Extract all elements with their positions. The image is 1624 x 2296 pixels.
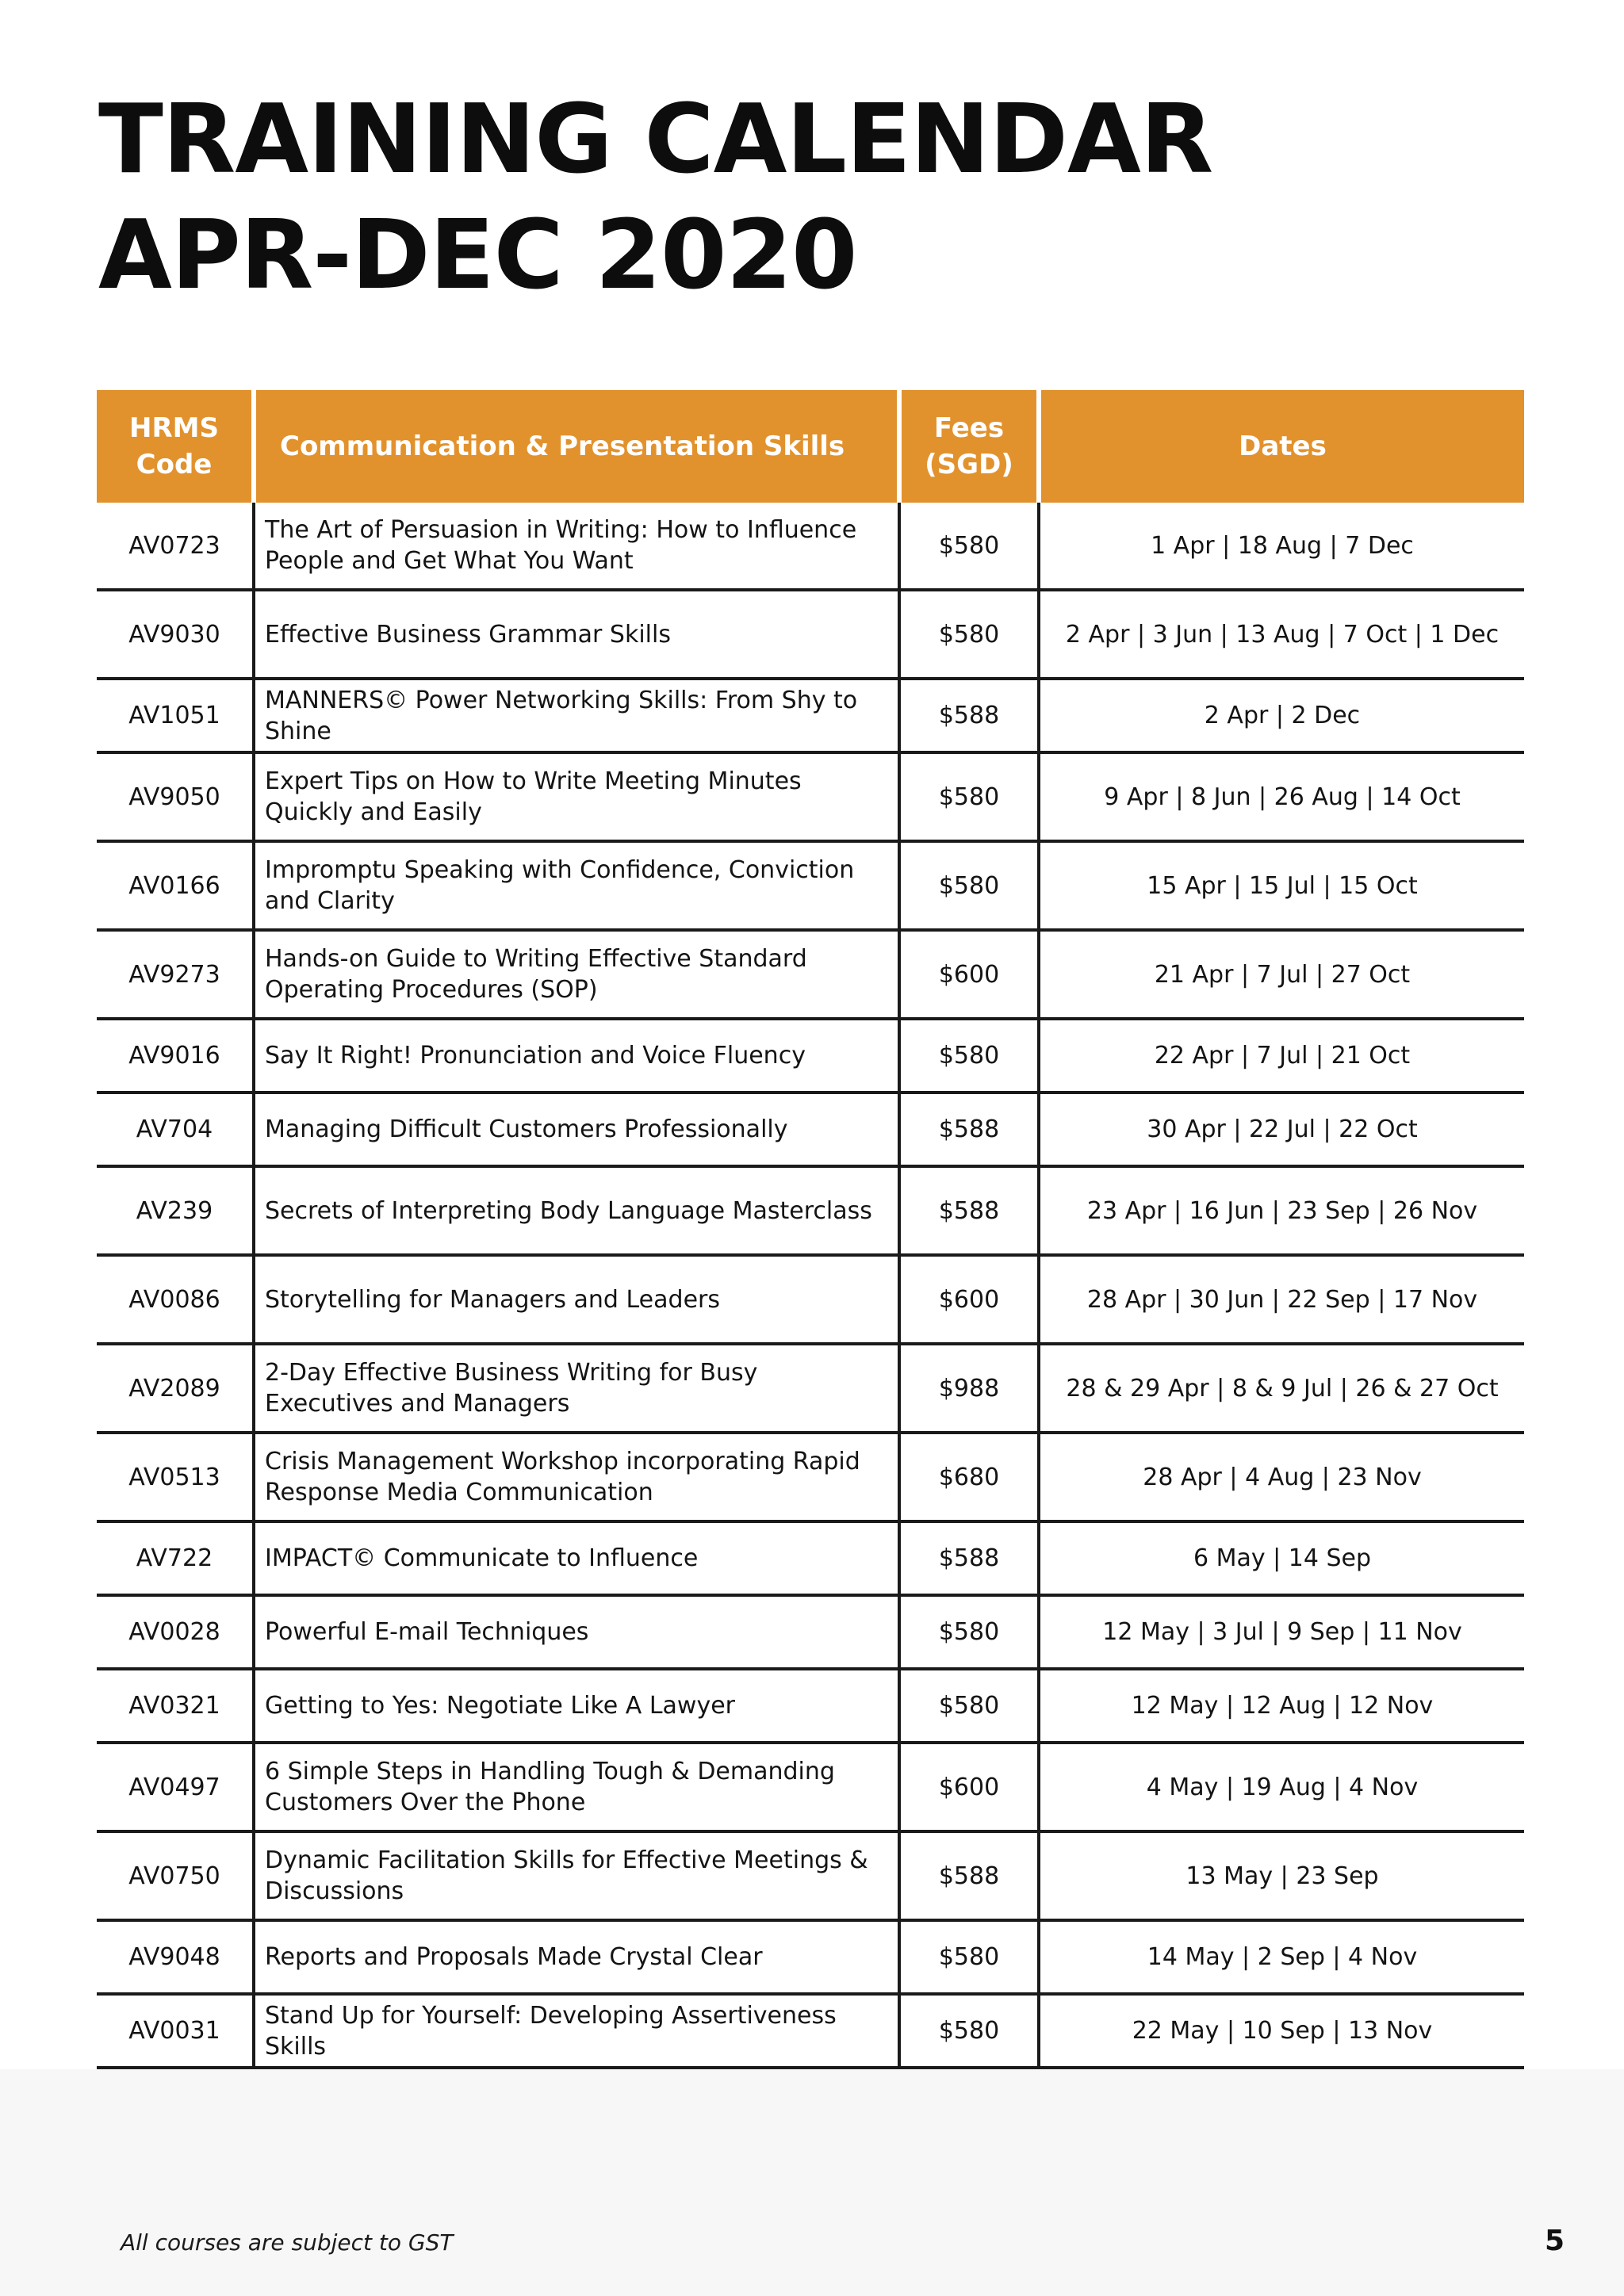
header-fees: Fees (SGD) [899, 390, 1039, 503]
cell-course: Say It Right! Pronunciation and Voice Fluency [254, 1019, 899, 1093]
cell-fee: $580 [899, 1595, 1039, 1669]
cell-code: AV9030 [97, 590, 254, 679]
cell-code: AV722 [97, 1521, 254, 1595]
cell-fee: $580 [899, 503, 1039, 590]
cell-dates: 2 Apr | 2 Dec [1039, 679, 1524, 752]
cell-course: IMPACT© Communicate to Influence [254, 1521, 899, 1595]
cell-course: Getting to Yes: Negotiate Like A Lawyer [254, 1669, 899, 1743]
cell-course: MANNERS© Power Networking Skills: From Shy to Shine [254, 679, 899, 752]
cell-code: AV9273 [97, 930, 254, 1019]
table-row [97, 1166, 1524, 1255]
cell-dates: 30 Apr | 22 Jul | 22 Oct [1039, 1093, 1524, 1166]
table-row [97, 841, 1524, 930]
cell-course: The Art of Persuasion in Writing: How to Influence People and Get What You Want [254, 503, 899, 590]
table-header [97, 390, 1524, 503]
cell-dates: 6 May | 14 Sep [1039, 1521, 1524, 1595]
cell-dates: 14 May | 2 Sep | 4 Nov [1039, 1920, 1524, 1994]
cell-dates: 15 Apr | 15 Jul | 15 Oct [1039, 841, 1524, 930]
cell-dates: 21 Apr | 7 Jul | 27 Oct [1039, 930, 1524, 1019]
cell-dates: 9 Apr | 8 Jun | 26 Aug | 14 Oct [1039, 752, 1524, 841]
cell-dates: 28 Apr | 30 Jun | 22 Sep | 17 Nov [1039, 1255, 1524, 1344]
cell-course: Dynamic Facilitation Skills for Effective Meetings & Discussions [254, 1831, 899, 1920]
header-code: HRMS Code [97, 390, 254, 503]
cell-code: AV9016 [97, 1019, 254, 1093]
cell-course: Stand Up for Yourself: Developing Assertiveness Skills [254, 1994, 899, 2068]
cell-code: AV704 [97, 1093, 254, 1166]
table-row [97, 1433, 1524, 1521]
cell-code: AV2089 [97, 1344, 254, 1433]
cell-course: Managing Difficult Customers Professionally [254, 1093, 899, 1166]
cell-course: Powerful E-mail Techniques [254, 1595, 899, 1669]
cell-code: AV0723 [97, 503, 254, 590]
table-row [97, 679, 1524, 752]
cell-course: Impromptu Speaking with Confidence, Conviction and Clarity [254, 841, 899, 930]
table-row [97, 1920, 1524, 1994]
table-row [97, 590, 1524, 679]
cell-fee: $588 [899, 679, 1039, 752]
cell-dates: 13 May | 23 Sep [1039, 1831, 1524, 1920]
cell-dates: 2 Apr | 3 Jun | 13 Aug | 7 Oct | 1 Dec [1039, 590, 1524, 679]
cell-code: AV0321 [97, 1669, 254, 1743]
table-row [97, 752, 1524, 841]
cell-code: AV0750 [97, 1831, 254, 1920]
cell-dates: 1 Apr | 18 Aug | 7 Dec [1039, 503, 1524, 590]
cell-fee: $588 [899, 1521, 1039, 1595]
cell-code: AV1051 [97, 679, 254, 752]
cell-fee: $588 [899, 1166, 1039, 1255]
cell-dates: 4 May | 19 Aug | 4 Nov [1039, 1743, 1524, 1831]
page-footer-band [0, 2069, 1624, 2296]
table-row [97, 1344, 1524, 1433]
header-course: Communication & Presentation Skills [254, 390, 899, 503]
cell-fee: $580 [899, 841, 1039, 930]
table-row [97, 503, 1524, 590]
cell-course: Secrets of Interpreting Body Language Masterclass [254, 1166, 899, 1255]
cell-course: Crisis Management Workshop incorporating Rapid Response Media Communication [254, 1433, 899, 1521]
cell-dates: 28 & 29 Apr | 8 & 9 Jul | 26 & 27 Oct [1039, 1344, 1524, 1433]
cell-fee: $600 [899, 1255, 1039, 1344]
cell-dates: 28 Apr | 4 Aug | 23 Nov [1039, 1433, 1524, 1521]
gst-footnote: All courses are subject to GST [121, 2229, 454, 2256]
table-row [97, 1595, 1524, 1669]
cell-fee: $580 [899, 1669, 1039, 1743]
header-dates: Dates [1039, 390, 1524, 503]
cell-dates: 22 Apr | 7 Jul | 21 Oct [1039, 1019, 1524, 1093]
cell-fee: $580 [899, 1920, 1039, 1994]
cell-fee: $600 [899, 930, 1039, 1019]
cell-fee: $600 [899, 1743, 1039, 1831]
cell-code: AV239 [97, 1166, 254, 1255]
title-line-2: APR-DEC 2020 [98, 201, 857, 311]
cell-code: AV0513 [97, 1433, 254, 1521]
page-number: 5 [1545, 2225, 1565, 2257]
table-row [97, 1743, 1524, 1831]
title-line-1: TRAINING CALENDAR [98, 85, 1213, 195]
cell-fee: $580 [899, 590, 1039, 679]
cell-fee: $680 [899, 1433, 1039, 1521]
cell-fee: $580 [899, 1994, 1039, 2068]
cell-dates: 22 May | 10 Sep | 13 Nov [1039, 1994, 1524, 2068]
cell-fee: $580 [899, 752, 1039, 841]
cell-code: AV0086 [97, 1255, 254, 1344]
cell-code: AV9048 [97, 1920, 254, 1994]
cell-course: Storytelling for Managers and Leaders [254, 1255, 899, 1344]
table-row [97, 1831, 1524, 1920]
training-calendar-table [97, 390, 1524, 2069]
cell-dates: 12 May | 12 Aug | 12 Nov [1039, 1669, 1524, 1743]
cell-code: AV0497 [97, 1743, 254, 1831]
table-row [97, 1669, 1524, 1743]
cell-code: AV0028 [97, 1595, 254, 1669]
cell-course: 2-Day Effective Business Writing for Busy Executives and Managers [254, 1344, 899, 1433]
table-row [97, 1521, 1524, 1595]
cell-code: AV0166 [97, 841, 254, 930]
cell-course: 6 Simple Steps in Handling Tough & Demanding Customers Over the Phone [254, 1743, 899, 1831]
cell-fee: $988 [899, 1344, 1039, 1433]
page-title [98, 82, 1526, 314]
cell-code: AV9050 [97, 752, 254, 841]
cell-fee: $580 [899, 1019, 1039, 1093]
cell-fee: $588 [899, 1831, 1039, 1920]
table-row [97, 930, 1524, 1019]
table-row [97, 1019, 1524, 1093]
cell-course: Reports and Proposals Made Crystal Clear [254, 1920, 899, 1994]
table-body [97, 503, 1524, 2068]
cell-code: AV0031 [97, 1994, 254, 2068]
cell-course: Expert Tips on How to Write Meeting Minutes Quickly and Easily [254, 752, 899, 841]
table-row [97, 1994, 1524, 2068]
cell-course: Effective Business Grammar Skills [254, 590, 899, 679]
table-row [97, 1255, 1524, 1344]
cell-dates: 12 May | 3 Jul | 9 Sep | 11 Nov [1039, 1595, 1524, 1669]
table-row [97, 1093, 1524, 1166]
cell-dates: 23 Apr | 16 Jun | 23 Sep | 26 Nov [1039, 1166, 1524, 1255]
cell-course: Hands-on Guide to Writing Effective Standard Operating Procedures (SOP) [254, 930, 899, 1019]
cell-fee: $588 [899, 1093, 1039, 1166]
